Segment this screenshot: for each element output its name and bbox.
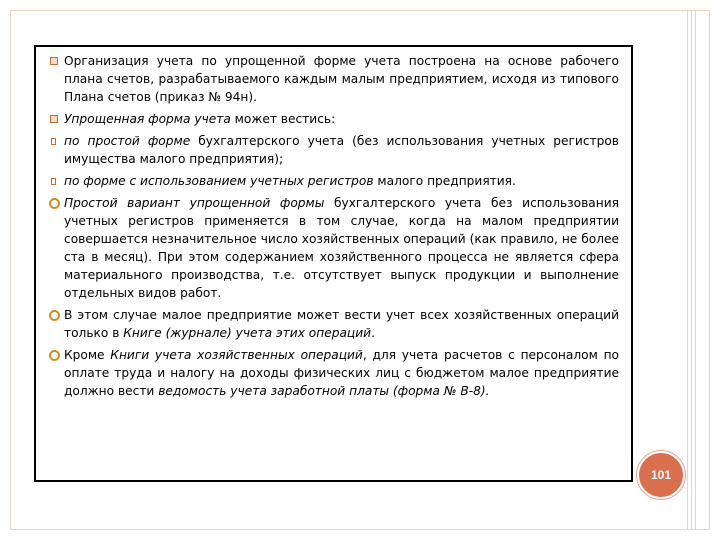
decor-line <box>695 10 696 530</box>
text-part: по простой форме <box>64 134 191 148</box>
small-square-bullet-icon <box>49 172 61 190</box>
page-number-badge <box>637 451 685 499</box>
list-item <box>50 194 619 302</box>
small-square-bullet-icon <box>49 132 61 150</box>
list-item <box>50 132 619 168</box>
text-part: ведомость учета заработной платы (форма № В-8). <box>158 384 490 398</box>
text-part: Книги учета хозяйственных операций <box>110 348 363 362</box>
text-part: Кроме <box>64 348 111 362</box>
list-item <box>50 172 619 190</box>
list-item <box>50 346 619 400</box>
text-part: , для учета расчетов с персоналом по оплате труда и налогу на доходы физических лиц с бюджетом малое предприятие должно вести <box>64 348 619 398</box>
text-part: Книге (журнале) учета этих операций <box>123 326 372 340</box>
square-bullet-icon <box>49 52 61 70</box>
text-part: может вестись: <box>230 112 336 126</box>
content-box <box>34 45 633 482</box>
list-item <box>50 306 619 342</box>
bullet-list <box>36 47 631 400</box>
page-number: 101 <box>650 468 672 482</box>
list-item <box>50 110 619 128</box>
text-part: В этом случае малое предприятие может вести учет всех хозяйственных операций только в <box>64 308 619 340</box>
text-part: бухгалтерского учета без использования учетных регистров применяется в том случае, когда на малом предприятии совершается незначительное число хозяйственных операций (как правило, не более ста в месяц). При этом содержанием хозяйственного процесса не является сфера материального производства, т.е. отсутствует выпуск продукции и выполнение отдельных видов работ. <box>64 196 619 300</box>
circle-bullet-icon <box>49 306 61 324</box>
square-bullet-icon <box>49 110 61 128</box>
list-item <box>50 52 619 106</box>
text-part: Простой вариант упрощенной формы <box>64 196 325 210</box>
text-part: Организация учета по упрощенной форме учета построена на основе рабочего плана счетов, разрабатываемого каждым малым предприятием, исходя из типового Плана счетов (приказ № 94н). <box>64 54 619 104</box>
text-part: бухгалтерского учета (без использования учетных регистров имущества малого предприятия); <box>64 134 619 166</box>
text-part: малого предприятия. <box>373 174 516 188</box>
text-part: . <box>371 326 375 340</box>
circle-bullet-icon <box>49 194 61 212</box>
circle-bullet-icon <box>49 346 61 364</box>
decor-line <box>687 10 688 530</box>
text-part: по форме с использованием учетных регистров <box>64 174 374 188</box>
text-part: Упрощенная форма учета <box>64 112 231 126</box>
decor-line <box>691 10 692 530</box>
